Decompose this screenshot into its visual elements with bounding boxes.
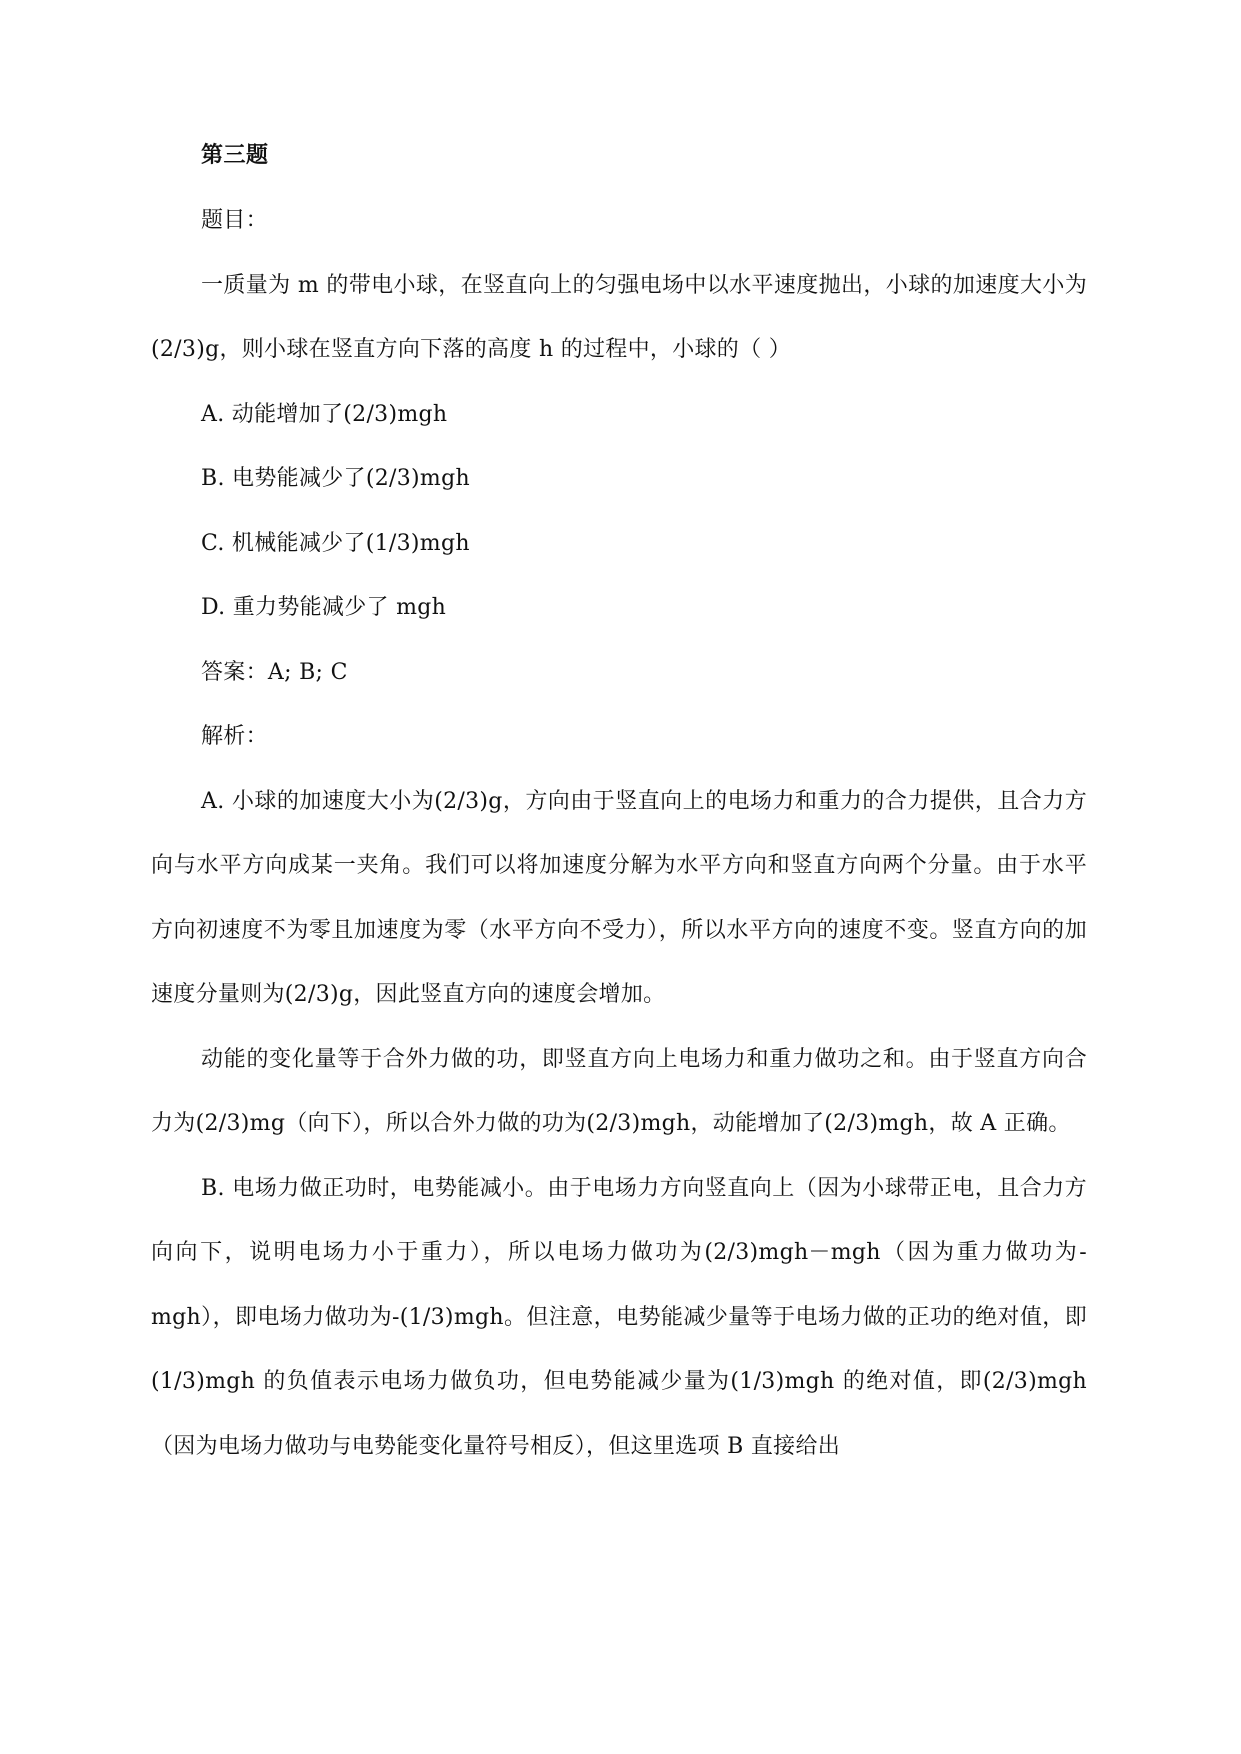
analysis-paragraph: B. 电场力做正功时，电势能减小。由于电场力方向竖直向上（因为小球带正电，且合力方向向下，说明电场力小于重力），所以电场力做功为(2/3)mgh－mgh（因为重力做功为-mgh），即电场力做功为-(1/3)mgh。但注意，电势能减少量等于电场力做的正功的绝对值，即(1/3)mgh 的负值表示电场力做负功，但电势能减少量为(1/3)mgh 的绝对值，即(2/3)mgh（因为电场力做功与电势能变化量符号相反），但这里选项 B 直接给出 xyxy=(151,1175,1087,1459)
analysis-label: 解析： xyxy=(201,724,268,749)
document-content xyxy=(151,142,1087,1479)
section-title: 第三题 xyxy=(201,142,269,168)
question-label: 题目： xyxy=(201,208,268,233)
option-c: C. 机械能减少了(1/3)mgh xyxy=(201,530,470,556)
answer-line: 答案：A; B; C xyxy=(201,659,348,685)
option-a: A. 动能增加了(2/3)mgh xyxy=(201,401,448,427)
analysis-paragraph: 动能的变化量等于合外力做的功，即竖直方向上电场力和重力做功之和。由于竖直方向合力为(2/3)mg（向下），所以合外力做的功为(2/3)mgh，动能增加了(2/3)mgh，故 A 正确。 xyxy=(151,1046,1087,1136)
question-text: 一质量为 m 的带电小球，在竖直向上的匀强电场中以水平速度抛出，小球的加速度大小为(2/3)g，则小球在竖直方向下落的高度 h 的过程中，小球的（ ） xyxy=(151,272,1087,362)
option-d: D. 重力势能减少了 mgh xyxy=(201,595,447,620)
analysis-paragraph: A. 小球的加速度大小为(2/3)g，方向由于竖直向上的电场力和重力的合力提供，且合力方向与水平方向成某一夹角。我们可以将加速度分解为水平方向和竖直方向两个分量。由于水平方向初速度不为零且加速度为零（水平方向不受力），所以水平方向的速度不变。竖直方向的加速度分量则为(2/3)g，因此竖直方向的速度会增加。 xyxy=(151,788,1087,1007)
option-b: B. 电势能减少了(2/3)mgh xyxy=(201,466,470,491)
